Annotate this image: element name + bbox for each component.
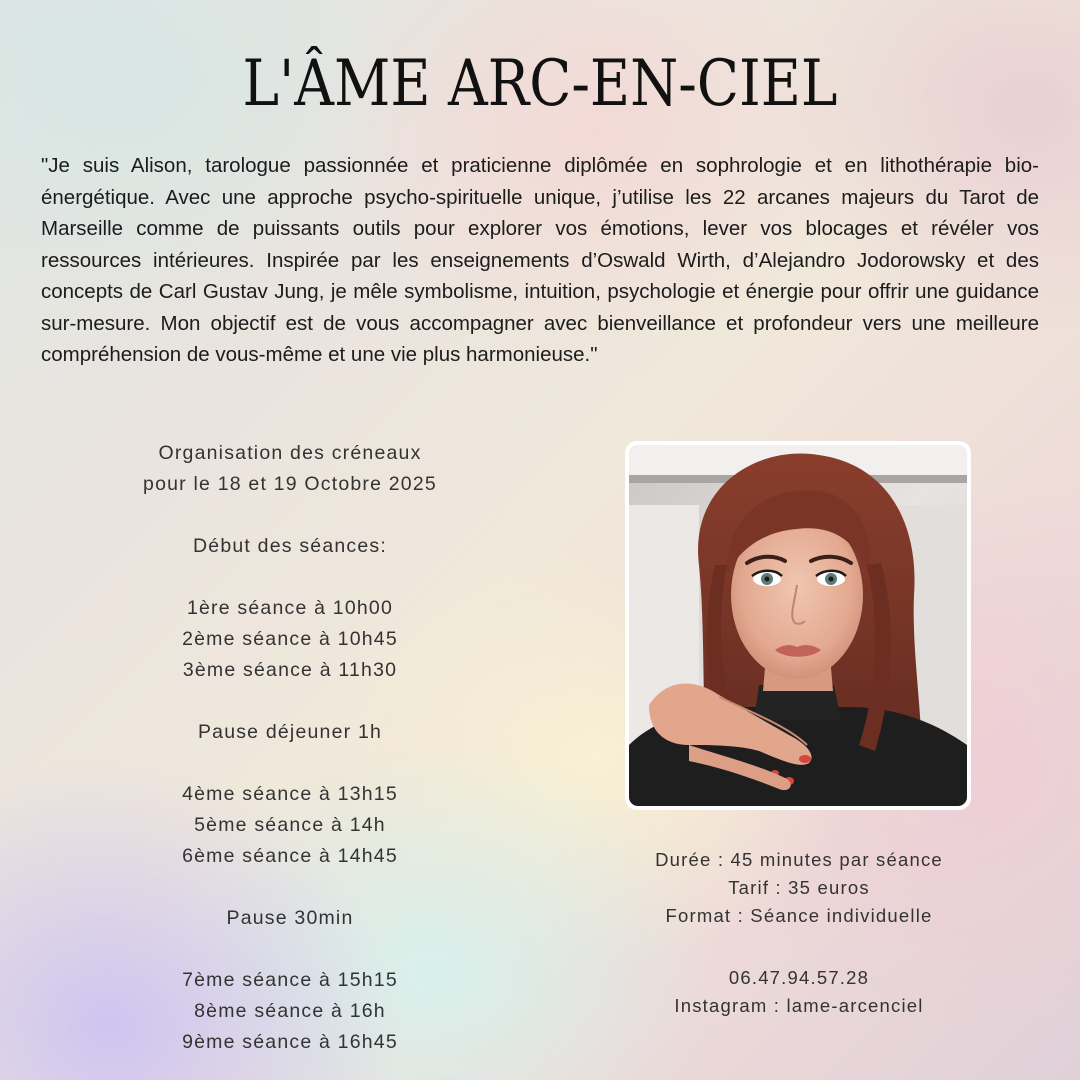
session-item: 1ère séance à 10h00: [186, 597, 394, 619]
portrait-photo-frame: [625, 441, 971, 810]
session-item: 9ème séance à 16h45: [182, 1031, 398, 1053]
session-item: 3ème séance à 11h30: [182, 659, 398, 681]
format-text: Format : Séance individuelle: [665, 905, 933, 926]
phone-number: 06.47.94.57.28: [728, 967, 870, 988]
schedule-block: [90, 438, 490, 1058]
schedule-start-label: Début des séances:: [193, 535, 387, 557]
intro-paragraph: "Je suis Alison, tarologue passionnée et praticienne diplômée en sophrologie et en lithothérapie bio-énergétique. Avec une approche psycho-spirituelle unique, j’utilise les 22 arcanes majeurs du Tarot de Marseille comme de puissants outils pour explorer vos émotions, lever vos blocages et révéler vos ressources intérieures. Inspirée par les enseignements d’Oswald Wirth, d’Alejandro Jodorowsky et des concepts de Carl Gustav Jung, je mêle symbolisme, intuition, psychologie et énergie pour offrir une guidance sur-mesure. Mon objectif est de vous accompagner avec bienveillance et profondeur vers une meilleure compréhension de vous-même et une vie plus harmonieuse.": [41, 154, 1039, 366]
session-item: 6ème séance à 14h45: [182, 845, 398, 867]
session-item: 8ème séance à 16h: [194, 1000, 386, 1022]
session-item: 5ème séance à 14h: [194, 814, 386, 836]
page-title: L'ÂME ARC-EN-CIEL: [242, 47, 838, 121]
session-info-block: [600, 846, 998, 1020]
session-item: 2ème séance à 10h45: [182, 628, 398, 650]
pause-lunch: Pause déjeuner 1h: [197, 721, 383, 743]
instagram-handle: Instagram : lame-arcenciel: [674, 995, 924, 1016]
schedule-heading-line2: pour le 18 et 19 Octobre 2025: [143, 473, 437, 495]
session-item: 4ème séance à 13h15: [182, 783, 398, 805]
pause-short: Pause 30min: [226, 907, 354, 929]
portrait-photo: [629, 445, 967, 806]
schedule-heading-line1: Organisation des créneaux: [158, 442, 422, 464]
session-item: 7ème séance à 15h15: [182, 969, 398, 991]
price-text: Tarif : 35 euros: [728, 877, 870, 898]
duration-text: Durée : 45 minutes par séance: [655, 849, 943, 870]
